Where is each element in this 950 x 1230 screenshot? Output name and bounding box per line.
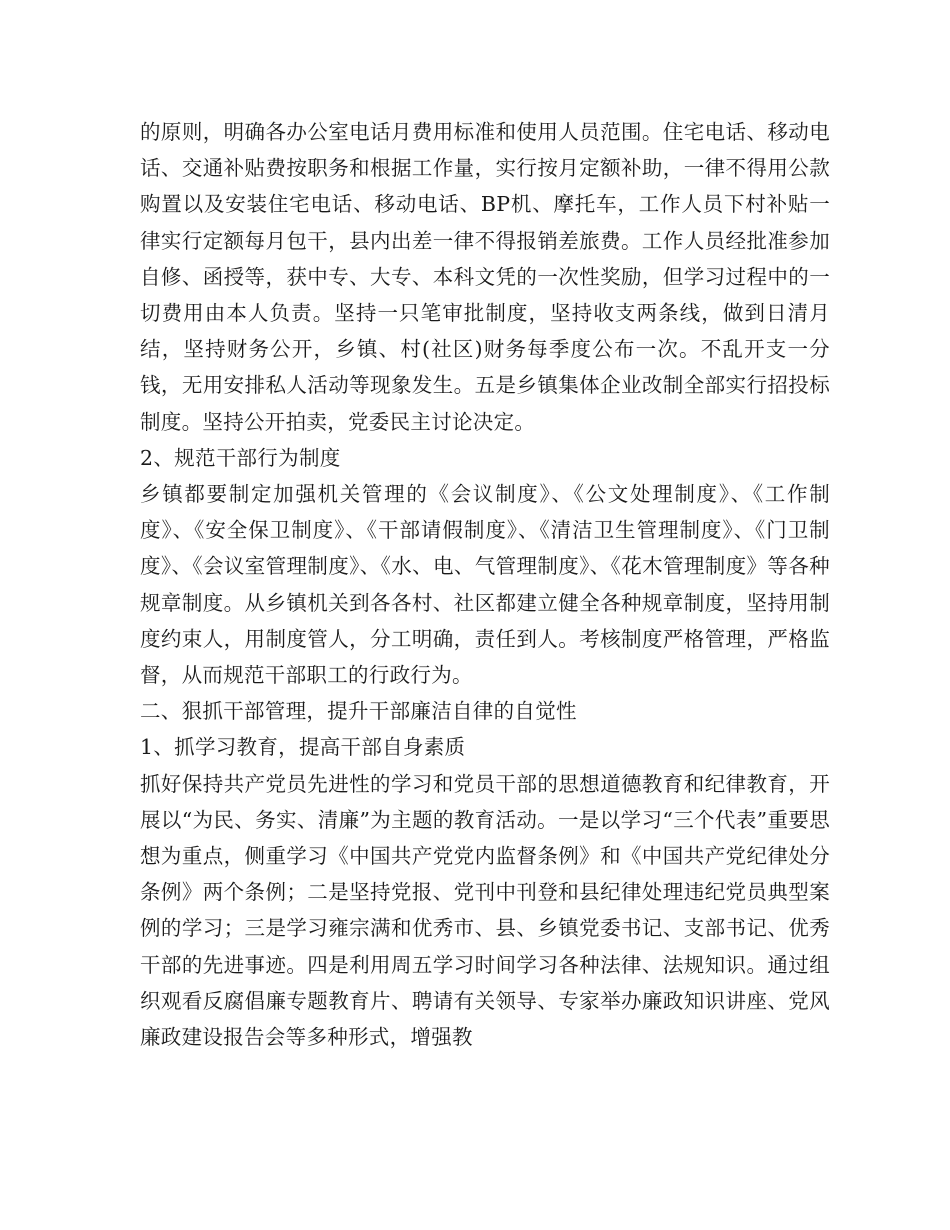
document-body	[140, 114, 830, 1055]
body-paragraph: 乡镇都要制定加强机关管理的《会议制度》、《公文处理制度》、《工作制度》、《安全保卫制度》、《干部请假制度》、《清洁卫生管理制度》、《门卫制度》、《会议室管理制度》、《水、电、气管理制度》、《花木管理制度》等各种规章制度。从乡镇机关到各各村、社区都建立健全各种规章制度，坚持用制度约束人，用制度管人，分工明确，责任到人。考核制度严格管理，严格监督，从而规范干部职工的行政行为。	[140, 482, 830, 688]
body-paragraph: 的原则，明确各办公室电话月费用标准和使用人员范围。住宅电话、移动电话、交通补贴费按职务和根据工作量，实行按月定额补助，一律不得用公款购置以及安装住宅电话、移动电话、BP机、摩托车，工作人员下村补贴一律实行定额每月包干，县内出差一律不得报销差旅费。工作人员经批准参加自修、函授等，获中专、大专、本科文凭的一次性奖励，但学习过程中的一切费用由本人负责。坚持一只笔审批制度，坚持收支两条线，做到日清月结，坚持财务公开，乡镇、村(社区)财务每季度公布一次。不乱开支一分钱，无用安排私人活动等现象发生。五是乡镇集体企业改制全部实行招投标制度。坚持公开拍卖，党委民主讨论决定。	[140, 120, 830, 434]
chapter-heading: 二、狠抓干部管理，提升干部廉洁自律的自觉性	[140, 699, 577, 724]
section-heading: 1、抓学习教育，提高干部自身素质	[140, 735, 466, 760]
section-heading: 2、规范干部行为制度	[140, 445, 341, 470]
body-paragraph: 抓好保持共产党员先进性的学习和党员干部的思想道德教育和纪律教育，开展以“为民、务实、清廉”为主题的教育活动。一是以学习“三个代表”重要思想为重点，侧重学习《中国共产党党内监督条例》和《中国共产党纪律处分条例》两个条例；二是坚持党报、党刊中刊登和县纪律处理违纪党员典型案例的学习；三是学习雍宗满和优秀市、县、乡镇党委书记、支部书记、优秀干部的先进事迹。四是利用周五学习时间学习各种法律、法规知识。通过组织观看反腐倡廉专题教育片、聘请有关领导、专家举办廉政知识讲座、党风廉政建设报告会等多种形式，增强教	[140, 771, 830, 1050]
